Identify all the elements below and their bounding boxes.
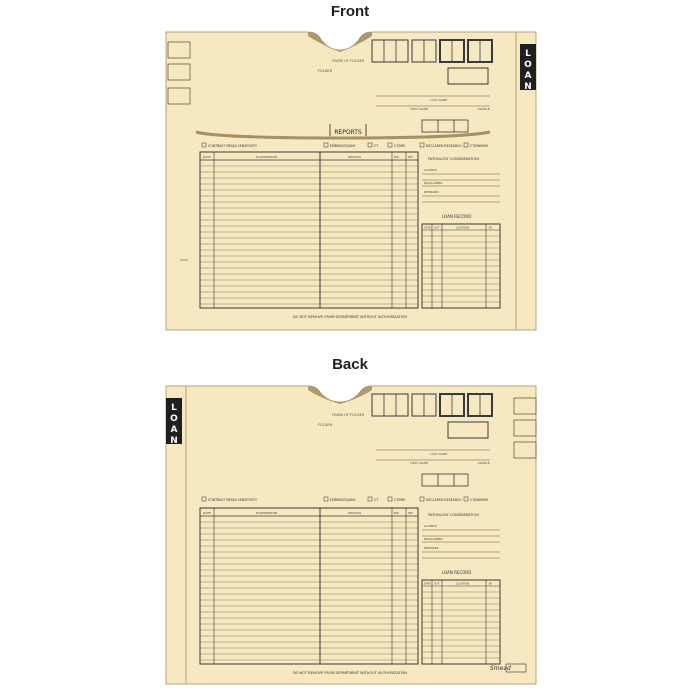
- front-title: Front: [330, 3, 370, 20]
- svg-text:BY: BY: [489, 582, 493, 586]
- svg-text:FIRST NAME: FIRST NAME: [410, 107, 429, 111]
- svg-text:CT: CT: [374, 144, 379, 148]
- svg-text:RM: RM: [394, 155, 399, 159]
- svg-text:FIRST NAME: FIRST NAME: [410, 461, 429, 465]
- svg-text:OUT: OUT: [434, 226, 440, 230]
- svg-text:DATE: DATE: [203, 155, 211, 159]
- svg-text:PATHOLOGY CONSIDERATION: PATHOLOGY CONSIDERATION: [428, 157, 479, 161]
- svg-text:RESULTS: RESULTS: [348, 155, 362, 159]
- svg-text:LOCATION: LOCATION: [456, 582, 470, 586]
- front-loan-text: L O A N: [524, 49, 532, 92]
- svg-text:LOCATION: LOCATION: [456, 226, 470, 230]
- back-footer-text: DO NOT REMOVE FROM DEPARTMENT WITHOUT AUTHORIZATION: [292, 671, 408, 675]
- svg-text:EXAMINATION: EXAMINATION: [256, 511, 277, 515]
- svg-text:YEARS OF FOLDER: YEARS OF FOLDER: [331, 413, 365, 417]
- back-folder-body: [166, 386, 536, 684]
- svg-text:ALLERGY: ALLERGY: [424, 524, 438, 528]
- svg-text:INT: INT: [408, 511, 413, 515]
- svg-text:EXAMINATION: EXAMINATION: [256, 155, 277, 159]
- svg-text:DATE: DATE: [424, 226, 431, 230]
- svg-text:REMARKS: REMARKS: [424, 546, 439, 550]
- svg-text:INT: INT: [408, 155, 413, 159]
- svg-text:CONTRAST MEDIA SENSITIVITY: CONTRAST MEDIA SENSITIVITY: [208, 144, 257, 148]
- svg-text:DECLARED RESEARCH: DECLARED RESEARCH: [426, 144, 462, 148]
- back-loan-record-title: LOAN RECORD: [442, 570, 472, 575]
- back-brand-mark: Smead: [490, 665, 511, 672]
- svg-text:LAST NAME: LAST NAME: [430, 452, 448, 456]
- svg-text:ALLERGY: ALLERGY: [424, 168, 438, 172]
- front-folder-body: [166, 32, 536, 330]
- front-loan-record-title: LOAN RECORD: [442, 214, 472, 219]
- svg-text:REMARKS: REMARKS: [424, 190, 439, 194]
- svg-text:LAST NAME: LAST NAME: [430, 98, 448, 102]
- svg-text:RM: RM: [394, 511, 399, 515]
- svg-text:EMBRACED/ANY: EMBRACED/ANY: [330, 498, 356, 502]
- svg-text:CT/MRI: CT/MRI: [394, 498, 406, 502]
- svg-text:CT: CT: [374, 498, 379, 502]
- svg-text:FOLDER: FOLDER: [318, 423, 333, 427]
- svg-text:EMBRACED/ANY: EMBRACED/ANY: [330, 144, 356, 148]
- back-loan-text: L O A N: [170, 403, 178, 446]
- svg-text:MIDDLE: MIDDLE: [478, 461, 490, 465]
- front-reports-label: REPORTS: [334, 129, 362, 136]
- svg-text:DATE: DATE: [424, 582, 431, 586]
- svg-text:MIDDLE: MIDDLE: [478, 107, 490, 111]
- front-checkbox-row: [202, 143, 489, 148]
- svg-text:CT/MRI: CT/MRI: [394, 144, 406, 148]
- svg-text:YEARS OF FOLDER: YEARS OF FOLDER: [331, 59, 365, 63]
- back-checkbox-row: [202, 497, 489, 502]
- svg-text:DISCLAIMED: DISCLAIMED: [424, 181, 443, 185]
- svg-text:CT/MAMMO: CT/MAMMO: [470, 498, 489, 502]
- svg-text:RESULTS: RESULTS: [348, 511, 362, 515]
- svg-text:PATHOLOGY CONSIDERATION: PATHOLOGY CONSIDERATION: [428, 513, 479, 517]
- svg-text:BY: BY: [489, 226, 493, 230]
- svg-text:DECLARED RESEARCH: DECLARED RESEARCH: [426, 498, 462, 502]
- svg-text:FOLDER: FOLDER: [318, 69, 333, 73]
- back-title: Back: [332, 356, 368, 373]
- svg-text:DISCLAIMED: DISCLAIMED: [424, 537, 443, 541]
- svg-text:OUT: OUT: [434, 582, 440, 586]
- svg-text:CONTRAST MEDIA SENSITIVITY: CONTRAST MEDIA SENSITIVITY: [208, 498, 257, 502]
- svg-text:DATE: DATE: [203, 511, 211, 515]
- svg-text:CT/MAMMO: CT/MAMMO: [470, 144, 489, 148]
- front-footer-text: DO NOT REMOVE FROM DEPARTMENT WITHOUT AUTHORIZATION: [292, 315, 408, 319]
